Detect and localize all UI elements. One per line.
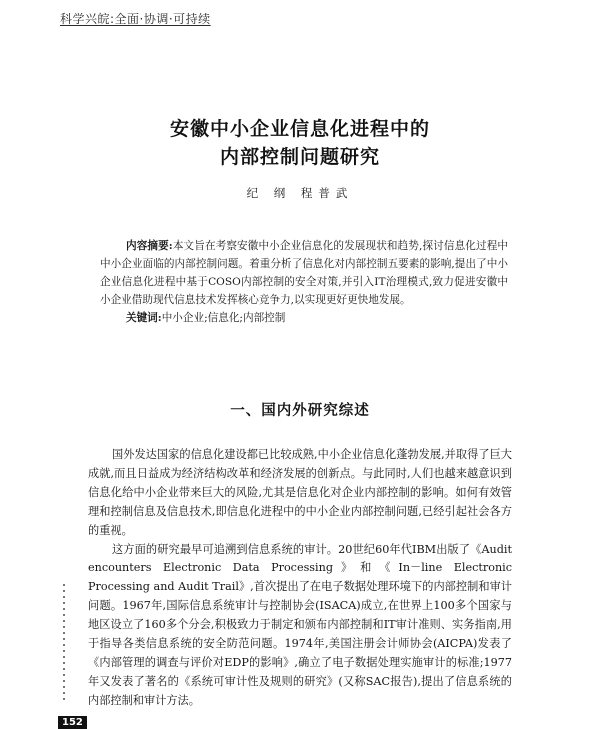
title-line-2: 内部控制问题研究 bbox=[219, 146, 380, 168]
keywords-text: 中小企业;信息化;内部控制 bbox=[161, 312, 286, 324]
section-heading: 一、国内外研究综述 bbox=[230, 403, 370, 419]
margin-dotted-line bbox=[62, 582, 66, 700]
body-paragraph-1: 国外发达国家的信息化建设都已比较成熟,中小企业信息化蓬勃发展,并取得了巨大成就,而且日益成为经济结构改革和经济发展的创新点。与此同时,人们也越来越意识到信息化给中小企业带来巨大的风险,尤其是信息化对企业内部控制的影响。如何有效管理和控制信息及信息技术,即信息化进程中的中小企业内部控制问题,已经引起社会各方的重视。 bbox=[88, 448, 512, 537]
authors: 纪 纲 程普武 bbox=[246, 186, 354, 200]
running-header: 科学兴皖:全面·协调·可持续 bbox=[60, 12, 211, 26]
abstract-paragraph bbox=[100, 237, 508, 309]
title-line-1: 安徽中小企业信息化进程中的 bbox=[169, 118, 430, 140]
keywords-label: 关键词: bbox=[126, 312, 162, 324]
abstract-label: 内容摘要: bbox=[126, 240, 173, 252]
keywords bbox=[100, 309, 508, 327]
abstract bbox=[100, 237, 508, 327]
body-text bbox=[88, 446, 512, 711]
article-title bbox=[0, 115, 600, 171]
page-number: 152 bbox=[58, 716, 87, 729]
body-paragraph-2: 这方面的研究最早可追溯到信息系统的审计。20世纪60年代IBM出版了《Audit encounters Electronic Data Processing》和《In－line Electronic Processing and Audit Trail》,首次提出了在电子数据处理环境下的内部控制和审计问题。1967年,国际信息系统审计与控制协会(ISACA)成立,在世界上100多个国家与地区设立了160多个分会,积极致力于制定和颁布内部控制和IT审计准则、实务指南,用于指导各类信息系统的安全防范问题。1974年,美国注册会计师协会(AICPA)发表了《内部管理的调查与评价对EDP的影响》,确立了电子数据处理实施审计的标准;1977年又发表了著名的《系统可审计性及规则的研究》(又称SAC报告),提出了信息系统的内部控制和审计方法。 bbox=[88, 542, 512, 707]
abstract-text: 本文旨在考察安徽中小企业信息化的发展现状和趋势,探讨信息化过程中中小企业面临的内部控制问题。着重分析了信息化对内部控制五要素的影响,提出了中小企业信息化进程中基于COSO内部控制的安全对策,并引入IT治理模式,致力促进安徽中小企业借助现代信息技术发挥核心竞争力,以实现更好更快地发展。 bbox=[100, 240, 508, 306]
